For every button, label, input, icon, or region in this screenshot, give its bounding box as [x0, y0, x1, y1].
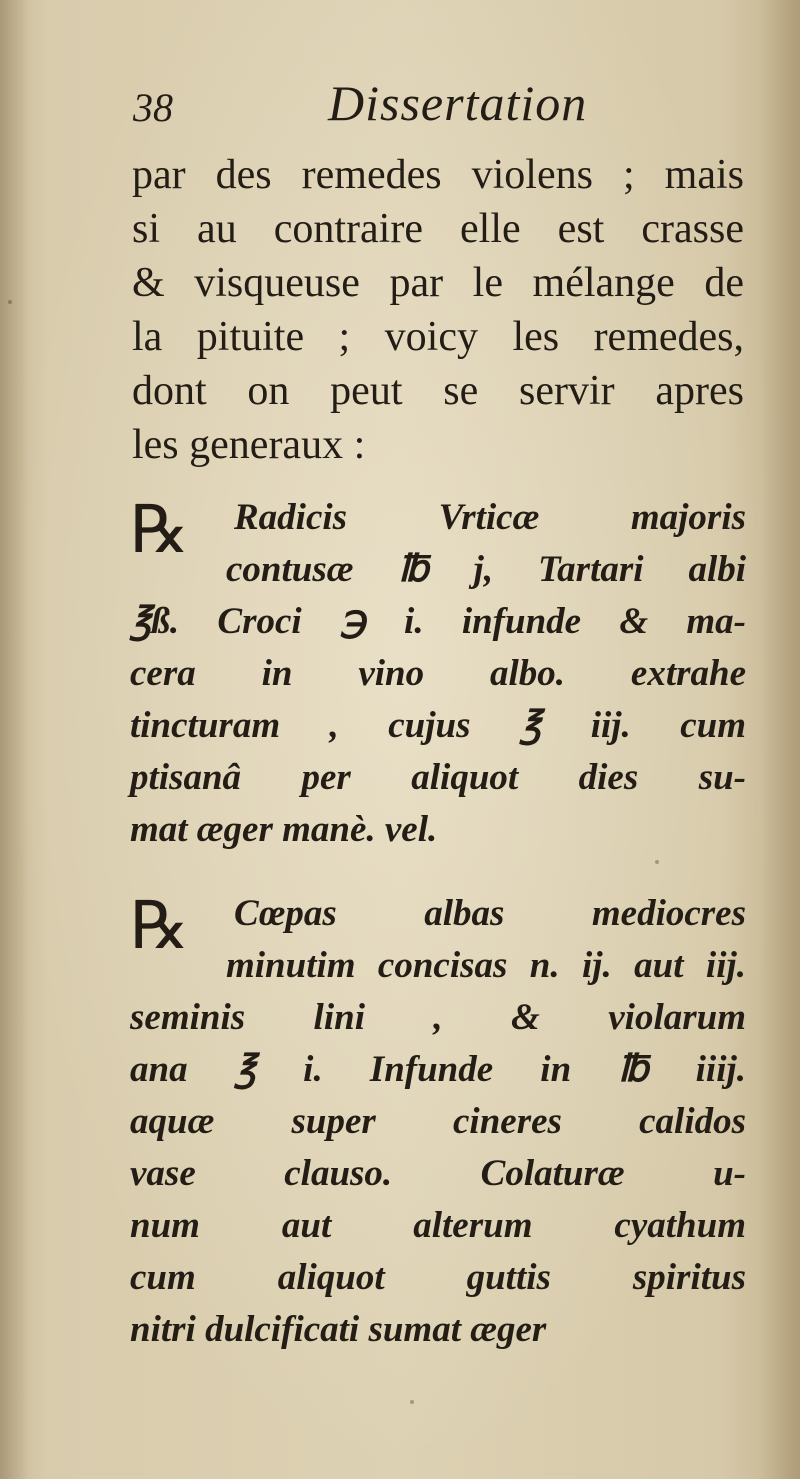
- recipe-line: tincturam , cujus ℥ iij. cum: [130, 705, 746, 746]
- text-line: dont on peut se servir apres: [132, 368, 744, 414]
- recipe-symbol: ℞: [130, 494, 190, 567]
- paper-speck: [410, 1400, 414, 1404]
- text-line: si au contraire elle est crasse: [132, 206, 744, 252]
- recipe-line: cum aliquot guttis spiritus: [130, 1257, 746, 1298]
- text-line: la pituite ; voicy les remedes,: [132, 314, 744, 360]
- recipe-line: mat æger manè. vel.: [130, 809, 438, 850]
- running-head: Dissertation: [328, 75, 588, 131]
- recipe-text: [130, 492, 746, 856]
- recipe-line: vase clauso. Colaturæ u-: [130, 1153, 746, 1194]
- recipe-line: cera in vino albo. extrahe: [130, 653, 746, 694]
- paper-speck: [655, 860, 659, 864]
- recipe-line: contusæ ℔ j, Tartari albi: [226, 549, 746, 590]
- recipe-symbol: ℞: [130, 890, 190, 963]
- recipe-line: Radicis Vrticæ majoris: [234, 497, 746, 538]
- recipe-line: seminis lini , & violarum: [130, 997, 746, 1038]
- page-header: [133, 74, 753, 134]
- recipe-line: minutim concisas n. ij. aut iij.: [226, 945, 746, 986]
- paper-speck: [8, 300, 12, 304]
- recipe-line: ptisanâ per aliquot dies su-: [130, 757, 746, 798]
- text-line: les generaux :: [132, 422, 366, 468]
- body-paragraph: [132, 148, 744, 472]
- recipe-line: Cœpas albas mediocres: [234, 893, 746, 934]
- recipe-line: nitri dulcificati sumat æger: [130, 1309, 547, 1350]
- recipe-line: aquæ super cineres calidos: [130, 1101, 746, 1142]
- recipe-line: ℥ß. Croci ℈ i. infunde & ma-: [130, 601, 746, 642]
- recipe-line: ana ℥ i. Infunde in ℔ iiij.: [130, 1049, 746, 1090]
- text-line: & visqueuse par le mélange de: [132, 260, 744, 306]
- page-number: 38: [133, 85, 173, 130]
- text-line: par des remedes violens ; mais: [132, 152, 744, 198]
- recipe-text: [130, 888, 746, 1356]
- recipe-line: num aut alterum cyathum: [130, 1205, 746, 1246]
